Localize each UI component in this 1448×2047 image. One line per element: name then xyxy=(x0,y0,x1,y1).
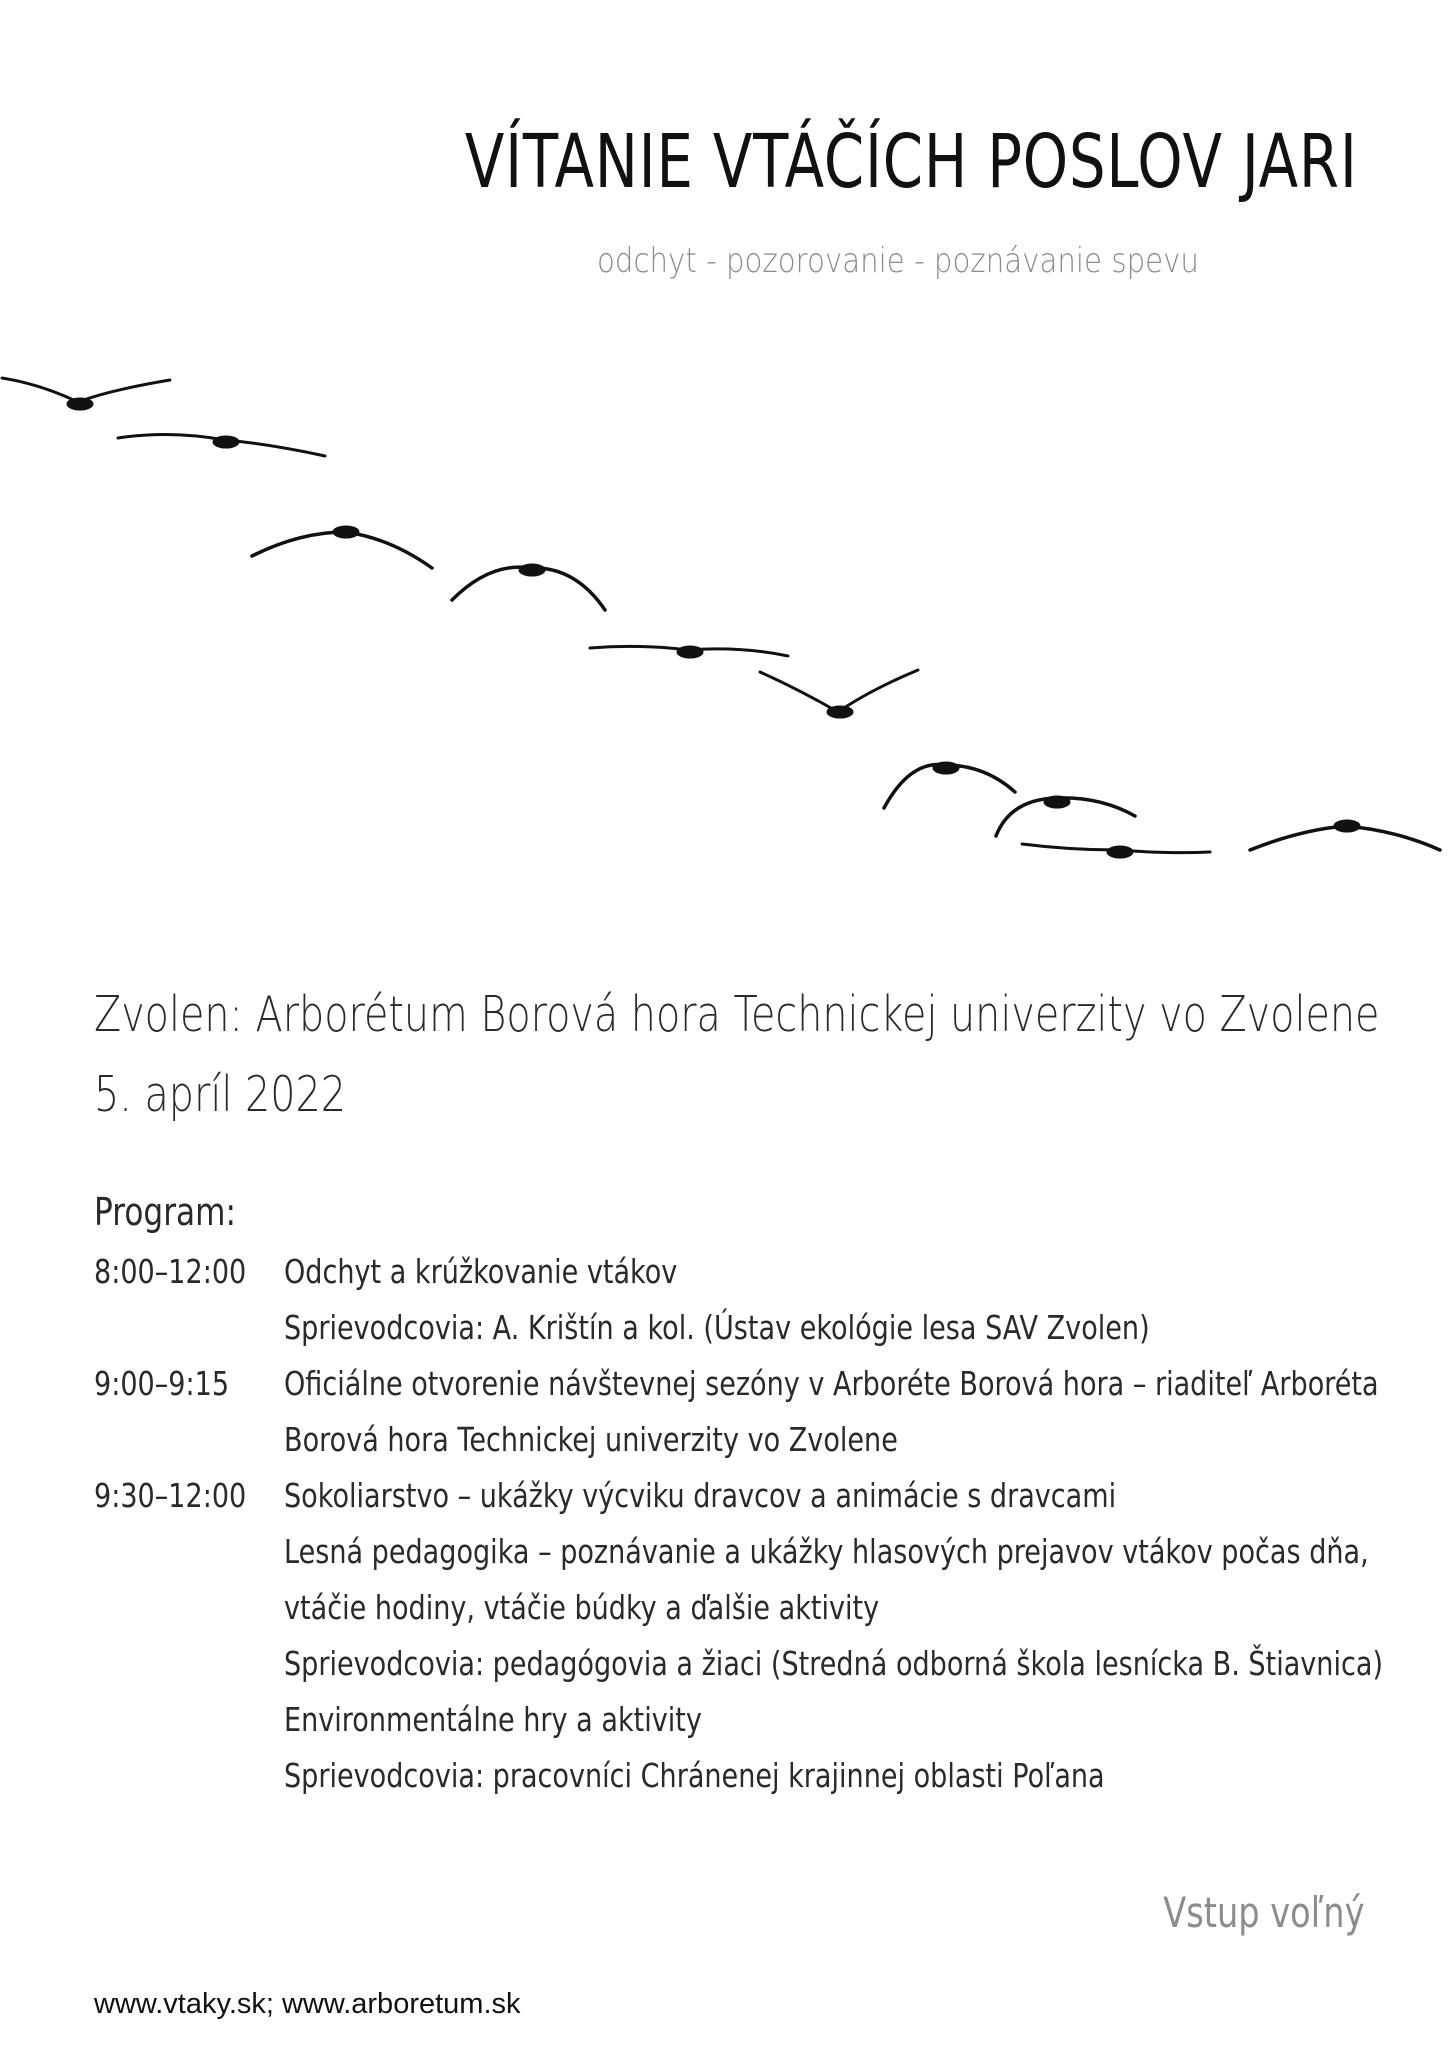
program-line: Sprievodcovia: A. Krištín a kol. (Ústav ekológie lesa SAV Zvolen) xyxy=(284,1308,1150,1347)
program-line: Environmentálne hry a aktivity xyxy=(284,1700,702,1739)
program-line: Lesná pedagogika – poznávanie a ukážky hlasových prejavov vtákov počas dňa, xyxy=(284,1532,1369,1571)
program-line: Sprievodcovia: pedagógovia a žiaci (Stredná odborná škola lesnícka B. Štiavnica) xyxy=(284,1644,1384,1683)
bird-silhouette-icon xyxy=(884,762,1015,808)
program-line: Sprievodcovia: pracovníci Chránenej krajinnej oblasti Poľana xyxy=(284,1756,1105,1795)
bird-silhouette-icon xyxy=(996,796,1135,836)
program-time: 9:00–9:15 xyxy=(94,1364,230,1403)
poster-subtitle: odchyt - pozorovanie - poznávanie spevu xyxy=(597,241,1199,281)
bird-silhouette-icon xyxy=(760,670,918,718)
event-location: Zvolen: Arborétum Borová hora Technickej univerzity vo Zvolene xyxy=(94,986,1380,1043)
program-line: Borová hora Technickej univerzity vo Zvolene xyxy=(284,1420,898,1459)
program-time: 9:30–12:00 xyxy=(94,1476,247,1515)
bird-silhouette-icon xyxy=(1250,820,1440,850)
program-line: Oficiálne otvorenie návštevnej sezóny v Arboréte Borová hora – riaditeľ Arboréta xyxy=(284,1364,1379,1403)
flying-birds-illustration xyxy=(0,360,1448,880)
program-line: Odchyt a krúžkovanie vtákov xyxy=(284,1252,678,1291)
bird-silhouette-icon xyxy=(452,564,605,610)
bird-silhouette-icon xyxy=(590,646,788,658)
bird-silhouette-icon xyxy=(252,526,432,568)
admission-note: Vstup voľný xyxy=(1162,1888,1364,1937)
program-line: vtáčie hodiny, vtáčie búdky a ďalšie aktivity xyxy=(284,1588,880,1627)
bird-silhouette-icon xyxy=(2,378,170,410)
program-line: Sokoliarstvo – ukážky výcviku dravcov a animácie s dravcami xyxy=(284,1476,1117,1515)
bird-silhouette-icon xyxy=(1022,844,1210,858)
program-heading: Program: xyxy=(94,1190,236,1234)
poster-title: VÍTANIE VTÁČÍCH POSLOV JARI xyxy=(465,119,1358,205)
bird-silhouette-icon xyxy=(118,434,325,456)
program-time: 8:00–12:00 xyxy=(94,1252,247,1291)
footer-links: www.vtaky.sk; www.arboretum.sk xyxy=(94,1988,521,2020)
event-date: 5. apríl 2022 xyxy=(94,1066,346,1123)
